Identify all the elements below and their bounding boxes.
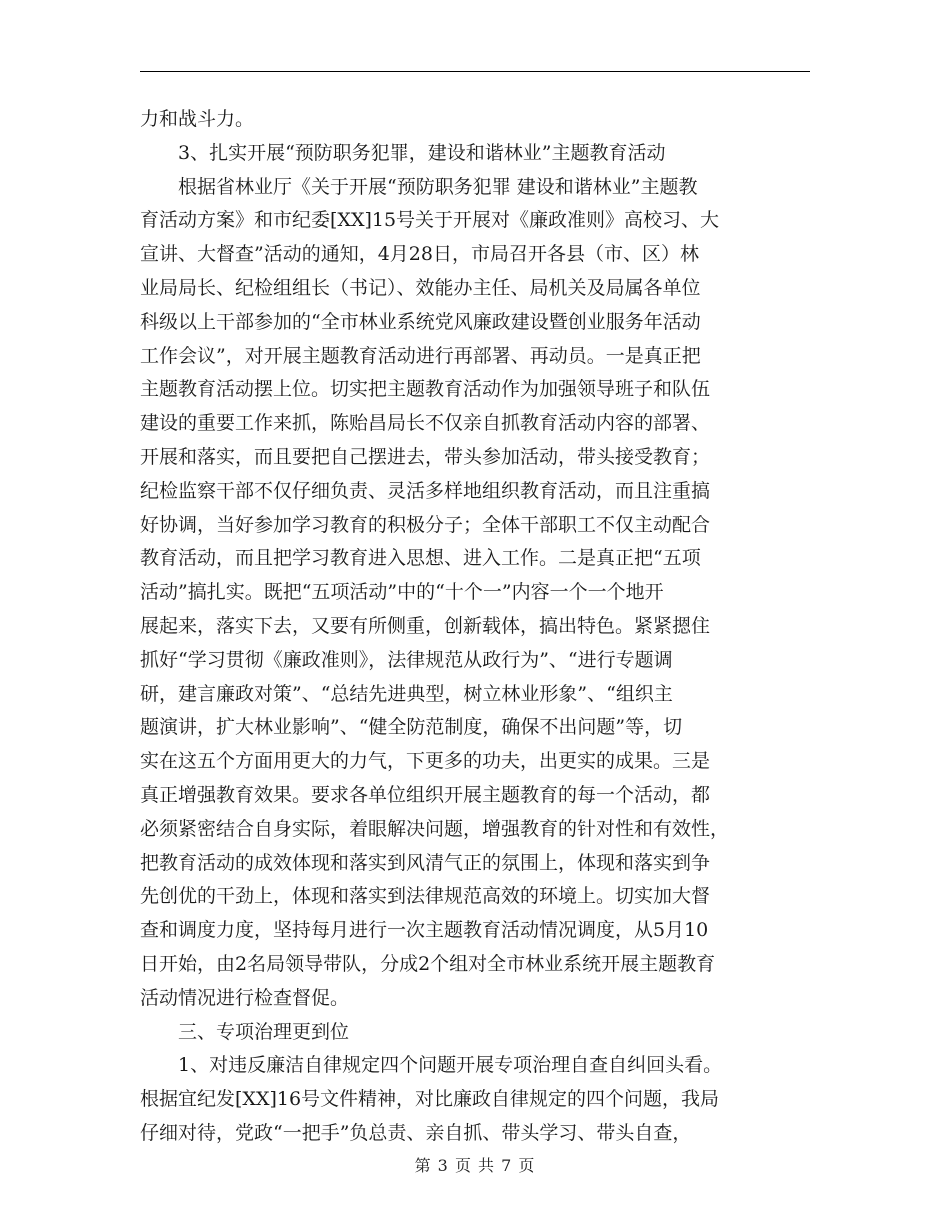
text-line: 展起来，落实下去，又要有所侧重，创新载体，搞出特色。紧紧摁住 [140, 614, 711, 637]
text-line: 实在这五个方面用更大的力气，下更多的功夫，出更实的成果。三是 [140, 750, 711, 773]
text-line: 把教育活动的成效体现和落实到风清气正的氛围上，体现和落实到争 [140, 851, 711, 874]
text-line: 真正增强教育效果。要求各单位组织开展主题教育的每一个活动，都 [140, 783, 711, 806]
text-line: 开展和落实，而且要把自己摆进去，带头参加活动，带头接受教育； [140, 445, 711, 468]
text-line: 查和调度力度，坚持每月进行一次主题教育活动情况调度，从5月10 [140, 919, 709, 942]
text-line: 日开始，由2名局领导带队，分成2个组对全市林业系统开展主题教育 [140, 952, 716, 975]
text-line: 1、对违反廉洁自律规定四个问题开展专项治理自查自纠回头看。 [140, 1054, 723, 1077]
text-line: 教育活动，而且把学习教育进入思想、进入工作。二是真正把“五项 [140, 547, 701, 570]
text-line: 根据省林业厅《关于开展“预防职务犯罪 建设和谐林业”主题教 [140, 175, 698, 198]
text-line: 三、专项治理更到位 [140, 1020, 350, 1043]
header-rule [140, 71, 810, 72]
text-line: 研，建言廉政对策”、“总结先进典型，树立林业形象”、“组织主 [140, 682, 673, 705]
text-line: 题演讲，扩大林业影响”、“健全防范制度，确保不出问题”等，切 [140, 716, 683, 739]
text-line: 仔细对待，党政“一把手”负总责、亲自抓、带头学习、带头自查， [140, 1121, 692, 1144]
text-line: 3、扎实开展“预防职务犯罪，建设和谐林业”主题教育活动 [140, 141, 666, 164]
text-line: 活动情况进行检查督促。 [140, 986, 350, 1009]
text-line: 先创优的干劲上，体现和落实到法律规范高效的环境上。切实加大督 [140, 885, 711, 908]
text-line: 建设的重要工作来抓，陈贻昌局长不仅亲自抓教育活动内容的部署、 [140, 412, 711, 435]
text-line: 科级以上干部参加的“全市林业系统党风廉政建设暨创业服务年活动 [140, 310, 701, 333]
text-line: 工作会议”，对开展主题教育活动进行再部署、再动员。一是真正把 [140, 344, 701, 367]
text-line: 活动”搞扎实。既把“五项活动”中的“十个一”内容一个一个地开 [140, 581, 664, 604]
text-line: 育活动方案》和市纪委[XX]15号关于开展对《廉政准则》高校习、大 [140, 209, 720, 232]
text-line: 好协调，当好参加学习教育的积极分子；全体干部职工不仅主动配合 [140, 513, 711, 536]
text-line: 力和战斗力。 [140, 108, 255, 130]
text-line: 根据宜纪发[XX]16号文件精神，对比廉政自律规定的四个问题，我局 [140, 1088, 720, 1111]
page-number-footer: 第 3 页 共 7 页 [414, 1156, 536, 1175]
text-line: 主题教育活动摆上位。切实把主题教育活动作为加强领导班子和队伍 [140, 378, 711, 401]
text-line: 宣讲、大督查”活动的通知，4月28日，市局召开各县（市、区）林 [140, 243, 699, 266]
text-line: 必须紧密结合自身实际，着眼解决问题，增强教育的针对性和有效性， [140, 817, 730, 840]
text-line: 业局局长、纪检组组长（书记）、效能办主任、局机关及局属各单位 [140, 276, 701, 299]
text-line: 纪检监察干部不仅仔细负责、灵活多样地组织教育活动，而且注重搞 [140, 479, 711, 502]
document-body [140, 103, 812, 1151]
text-line: 抓好“学习贯彻《廉政准则》，法律规范从政行为”、“进行专题调 [140, 648, 673, 671]
